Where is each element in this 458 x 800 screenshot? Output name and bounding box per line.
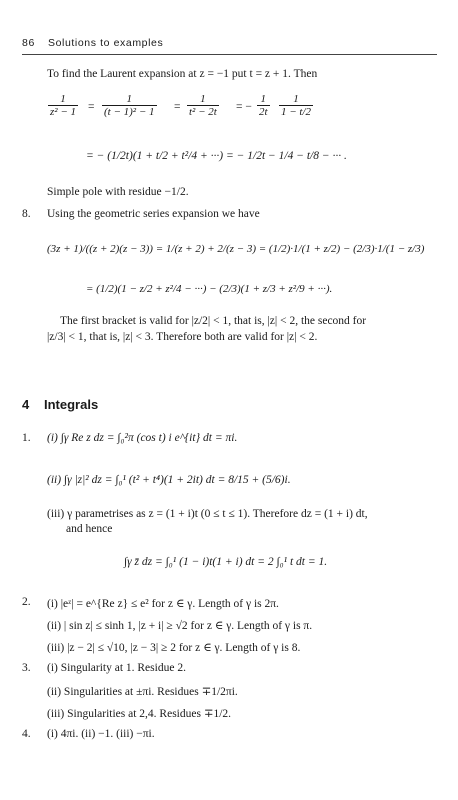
item-4: (i) 4πi. (ii) −1. (iii) −πi. (47, 728, 155, 740)
header-rule (22, 54, 437, 55)
item-3-ii: (ii) Singularities at ±πi. Residues ∓1/2πi. (47, 686, 238, 698)
running-title: Solutions to examples (48, 37, 164, 49)
section-number: 4 (22, 397, 30, 412)
item-1-iii-line-3: ∫γ z̄ dz = ∫₀¹ (1 − i)t(1 + i) dt = 2 ∫₀¹ t dt = 1. (124, 556, 328, 568)
item-1-iii-line-1: (iii) γ parametrises as z = (1 + i)t (0 ≤ t ≤ 1). Therefore dz = (1 + i) dt, (47, 508, 368, 520)
fraction: $\frac{1}{\text{t² − 2t}}$ (189, 93, 217, 118)
q8-text-1: The first bracket is valid for |z/2| < 1, that is, |z| < 2, the second for (60, 315, 367, 327)
q8-equation-2: = (1/2)(1 − z/2 + z²/4 − ···) − (2/3)(1 + z/3 + z²/9 + ···). (86, 283, 333, 295)
laurent-line-2: = − (1/2t)(1 + t/2 + t²/4 + ···) = − 1/2t − 1/4 − t/8 − ··· . (86, 150, 347, 162)
item-2-iii: (iii) |z − 2| ≤ √10, |z − 3| ≥ 2 for z ∈ γ. Length of γ is 8. (47, 642, 301, 654)
item-2-ii: (ii) | sin z| ≤ sinh 1, |z + i| ≥ √2 for z ∈ γ. Length of γ is π. (47, 620, 313, 632)
item-1-ii: (ii) ∫γ |z|² dz = ∫₀¹ (t² + t⁴)(1 + 2it) dt = 8/15 + (5/6)i. (47, 474, 291, 486)
section-title: Integrals (44, 397, 99, 412)
q8-text-2: |z/3| < 1, that is, |z| < 3. Therefore both are valid for |z| < 2. (47, 331, 318, 343)
item-1-iii-line-2: and hence (66, 523, 113, 535)
item-number: 1. (22, 432, 31, 444)
fraction: $\frac{1}{2t}$ (259, 93, 268, 118)
laurent-residue: Simple pole with residue −1/2. (47, 186, 189, 198)
item-number: 8. (22, 208, 31, 220)
q8-intro: Using the geometric series expansion we have (47, 208, 260, 220)
q8-equation-1: (3z + 1)/((z + 2)(z − 3)) = 1/(z + 2) + 2/(z − 3) = (1/2)·1/(1 + z/2) − (2/3)·1/(1 − z/3) (47, 243, 425, 255)
item-number: 4. (22, 728, 31, 740)
item-3-i: (i) Singularity at 1. Residue 2. (47, 662, 186, 674)
item-number: 2. (22, 596, 31, 608)
fraction: $\frac{1}{1 - t/2}$ (281, 93, 312, 118)
laurent-intro: To find the Laurent expansion at z = −1 put t = z + 1. Then (47, 68, 318, 80)
item-1-i: (i) ∫γ Re z dz = ∫₀²π (cos t) i e^{it} dt = πi. (47, 432, 238, 444)
item-2-i: (i) |eᶻ| = e^{Re z} ≤ e² for z ∈ γ. Length of γ is 2π. (47, 598, 279, 610)
item-3-iii: (iii) Singularities at 2,4. Residues ∓1/2. (47, 708, 232, 720)
fraction: $\frac{1}{\text{z² − 1}}$ (50, 93, 77, 118)
fraction: $\frac{1}{\text{(t − 1)² − 1}}$ (104, 93, 155, 118)
item-number: 3. (22, 662, 31, 674)
page-number: 86 (22, 37, 35, 49)
